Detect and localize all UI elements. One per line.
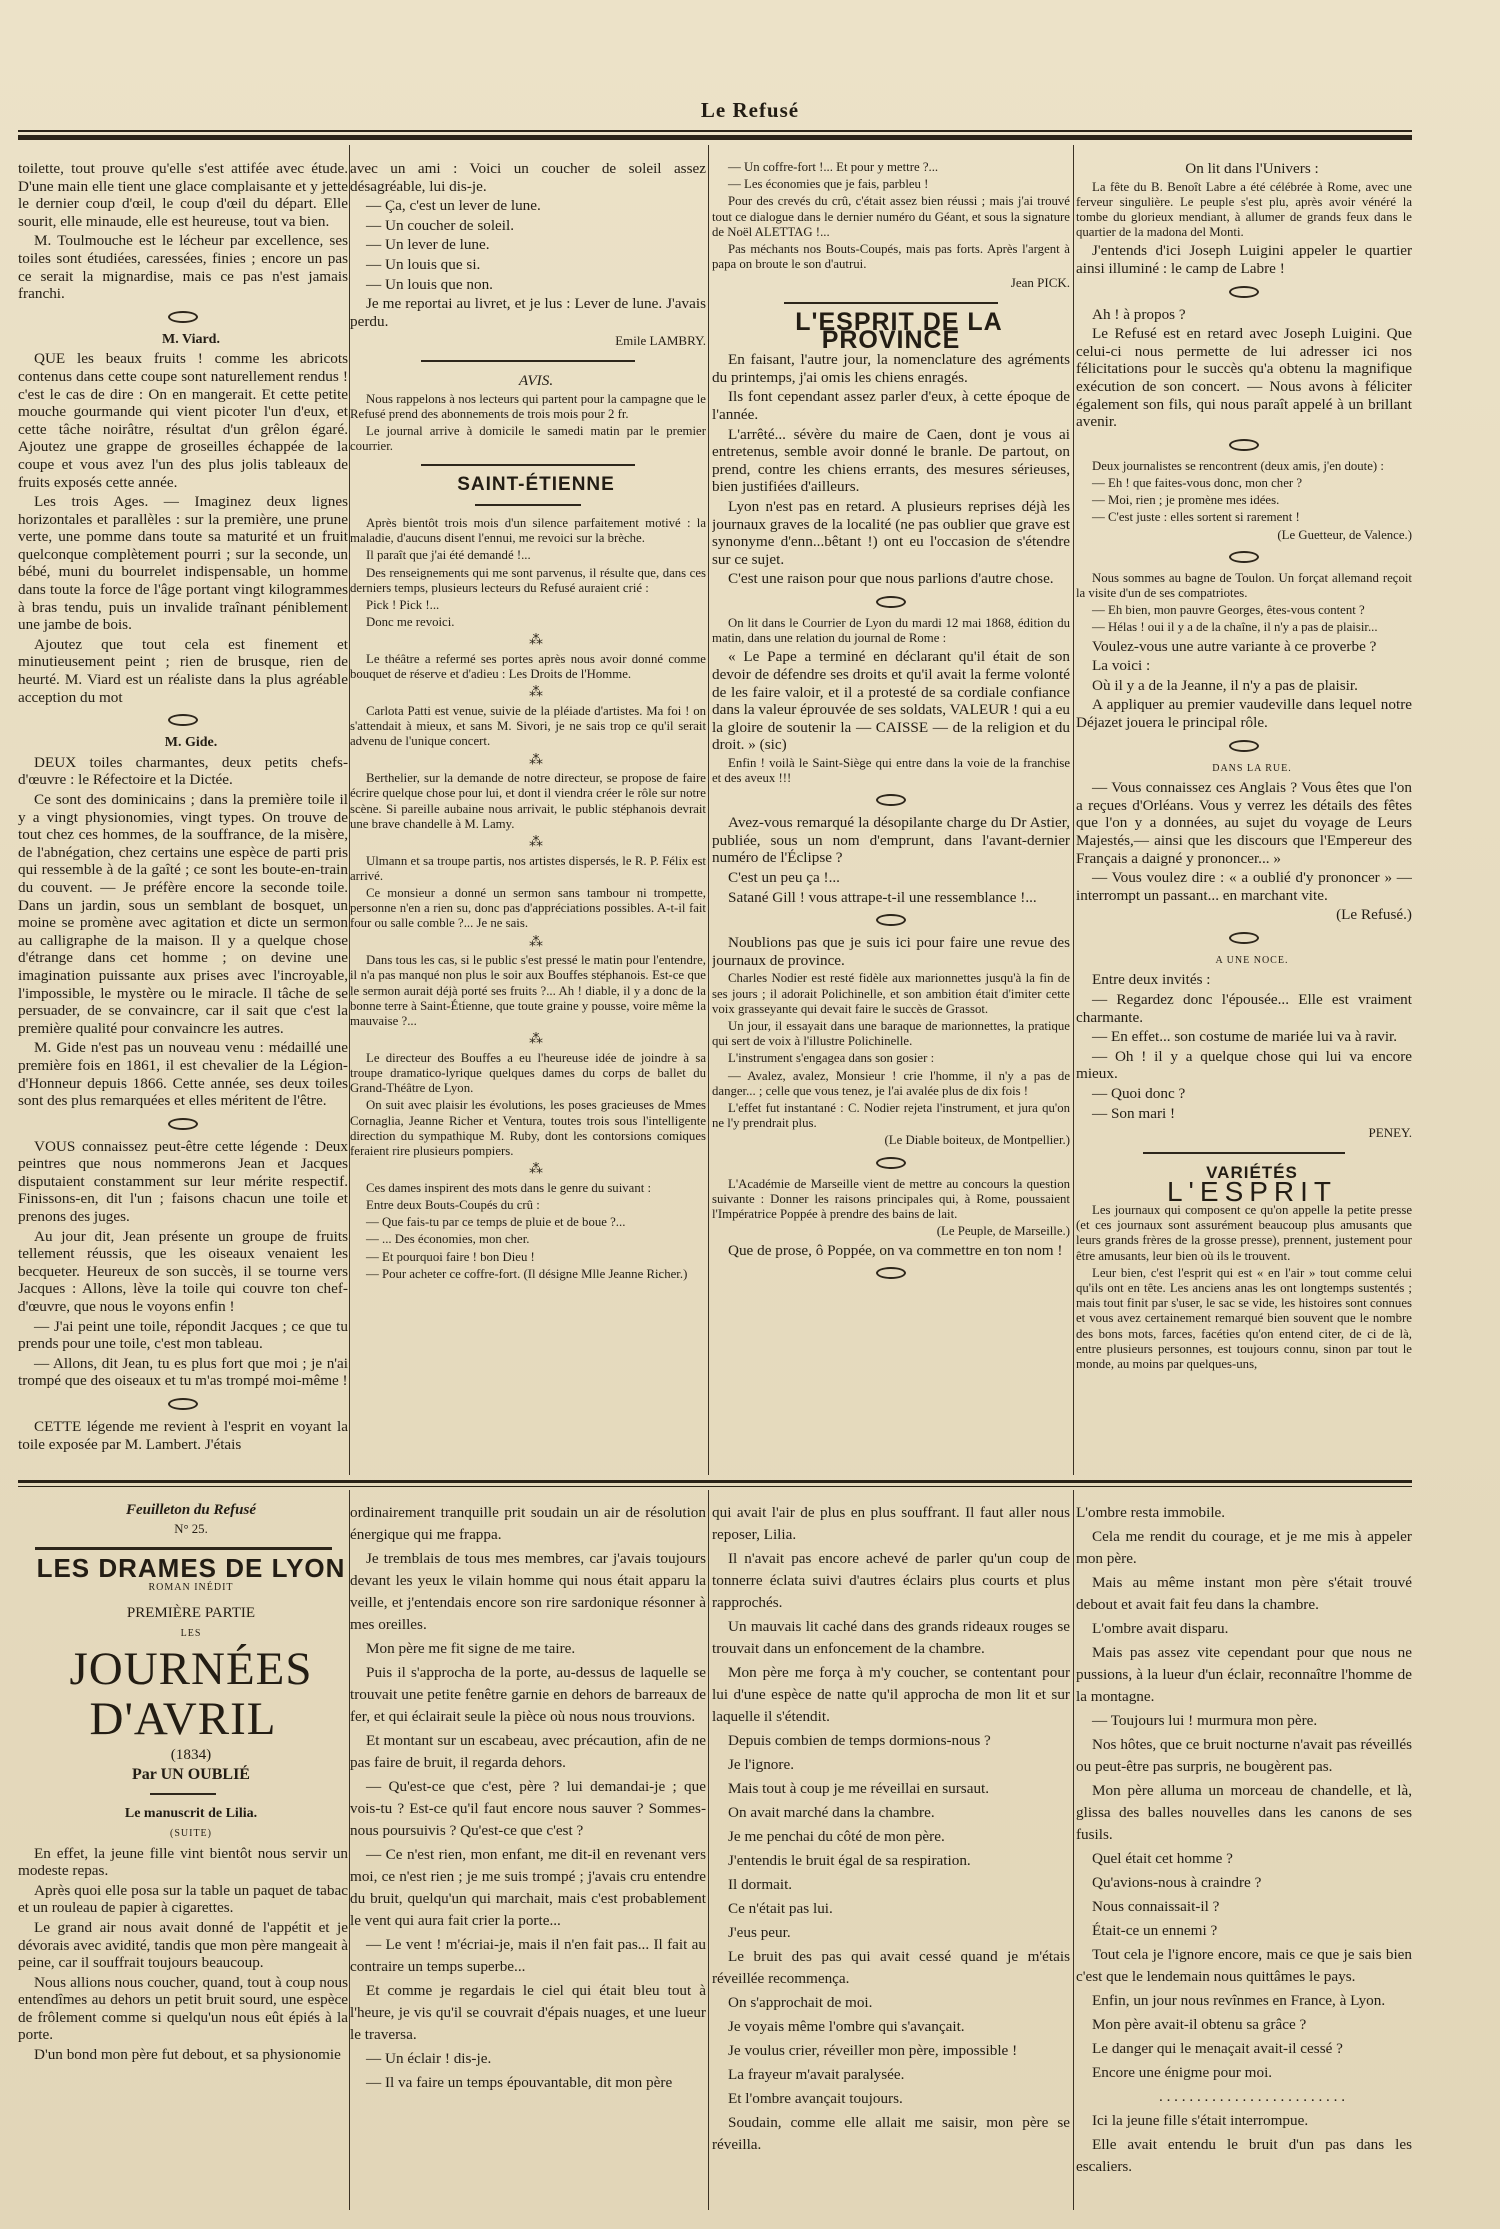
dialogue-line: — Un coffre-fort !... Et pour y mettre ?...: [728, 160, 939, 174]
masthead-title: Le Refusé: [700, 98, 800, 122]
paragraph: La frayeur m'avait paralysée.: [728, 2066, 905, 2083]
paragraph: Charles Nodier est resté fidèle aux marionnettes jusqu'à la fin de ses jours ; il adorait Polichinelle, et son ambition était d'imiter cette voix grasseyante qui devait faire le succès de Grassot.: [712, 971, 1070, 1016]
paragraph: Soudain, comme elle allait me saisir, mon père se réveilla.: [712, 2114, 1070, 2153]
paragraph: Mais tout à coup je me réveillai en sursaut.: [728, 1780, 990, 1797]
paragraph: Mon père avait-il obtenu sa grâce ?: [1092, 2016, 1307, 2033]
novel-author: Par UN OUBLIÉ: [132, 1765, 250, 1783]
paragraph: On lit dans l'Univers :: [1185, 160, 1319, 177]
paragraph: Un mauvais lit caché dans des grands rideaux rouges se trouvait dans un enfoncement de la chambre.: [712, 1618, 1070, 1657]
paragraph: Mon père me força à m'y coucher, se contentant pour lui d'une espèce de natte qu'il approcha de mon lit et sur laquelle il s'étendit.: [712, 1664, 1070, 1725]
paragraph: Mais pas assez vite cependant pour que nous ne pussions, à la lueur d'un éclair, reconnaître l'homme de la montagne.: [1076, 1644, 1412, 1705]
section-heading: DANS LA RUE.: [1212, 762, 1292, 774]
novel-part: PREMIÈRE PARTIE: [126, 1604, 256, 1621]
paragraph: Enfin ! voilà le Saint-Siège qui entre dans la voie de la franchise et des aveux !!!: [712, 755, 1070, 786]
dialogue-line: — Les économies que je fais, parbleu !: [728, 177, 929, 192]
paragraph: — Il va faire un temps épouvantable, dit mon père: [366, 2074, 673, 2091]
paragraph: Lyon n'est pas en retard. A plusieurs reprises déjà les journaux graves de la localité (ne pas oublier que grave est synonyme d'enn...bêtant !) ont eu l'occasion de s'étendre sur ce sujet.: [712, 497, 1070, 568]
paragraph: Nous allions nous coucher, quand, tout à coup nous entendîmes au dehors un petit bruit sourd, une espèce de frôlement comme si quelqu'un nous eût épiés à la porte.: [18, 1973, 348, 2044]
paragraph: Ah ! à propos ?: [1092, 305, 1186, 323]
paragraph: « Le Pape a terminé en déclarant qu'il était de son devoir de défendre ses droits et qu'il avait la ferme volonté de les faire valoir, et il a protesté de sa cordiale confiance dans la valeur éprouvée de ses soldats, VALEUR ! qui a eu la gloire de soutenir la — CAISSE — de la religion et du droit. » (sic): [712, 648, 1070, 754]
paragraph: — J'ai peint une toile, répondit Jacques ; ce que tu prends pour une toile, c'est mon tableau.: [18, 1317, 348, 1353]
ellipsis-line: . . . . . . . . . . . . . . . . . . . . . . . . .: [1158, 2088, 1346, 2105]
paragraph: En faisant, l'autre jour, la nomenclature des agréments du printemps, j'ai omis les chiens enragés.: [712, 351, 1070, 386]
asterism-icon: ⁂: [529, 685, 543, 701]
paragraph: Était-ce un ennemi ?: [1092, 1922, 1218, 1939]
dialogue-line: — Moi, rien ; je promène mes idées.: [1092, 493, 1280, 508]
section-heading: A UNE NOCE.: [1215, 954, 1289, 966]
novel-les: LES: [180, 1627, 202, 1639]
column-rule: [708, 145, 709, 1475]
paragraph: Je tremblais de tous mes membres, car j'avais toujours devant les yeux le vilain homme qui nous était apparu la veille, et j'entendais encore son rire sardonique résonner à mes oreilles.: [350, 1550, 706, 1633]
paragraph: Nos hôtes, que ce bruit nocturne n'avait pas réveillés ou peut-être pas surpris, ne bougèrent pas.: [1076, 1736, 1412, 1775]
paragraph: Ici la jeune fille s'était interrompue.: [1092, 2112, 1309, 2129]
ornament-icon: [876, 914, 906, 926]
divider: [421, 464, 635, 466]
paragraph: Pour des crevés du crû, c'était assez bien réussi ; mais j'ai trouvé tout ce dialogue dans le dernier numéro du Géant, et sous la signature de Noël ALETTAG !...: [712, 194, 1070, 239]
ornament-icon: [168, 311, 198, 323]
paragraph: A appliquer au premier vaudeville dans lequel notre Déjazet jouera le principal rôle.: [1076, 696, 1412, 731]
paragraph: On suit avec plaisir les évolutions, les poses gracieuses de Mmes Cornaglia, Jeanne Richer et Ventura, toutes trois sous l'intelligente direction du sympathique M. Ruby, dont les contorsions comiques feraient rire plusieurs pompiers.: [350, 1098, 706, 1158]
ornament-icon: [1229, 932, 1259, 944]
paragraph: Le journal arrive à domicile le samedi matin par le premier courrier.: [350, 423, 706, 454]
masthead-thick-rule: [18, 135, 1412, 140]
notice-heading: AVIS.: [518, 371, 554, 389]
paragraph: Donc me revoici.: [366, 615, 455, 630]
novel-year: (1834): [170, 1746, 212, 1764]
paragraph: Enfin, un jour nous revînmes en France, à Lyon.: [1092, 1992, 1386, 2009]
paragraph: On avait marché dans la chambre.: [728, 1804, 935, 1821]
chapter-suite: (SUITE): [170, 1827, 212, 1839]
paragraph: Ils font cependant assez parler d'eux, à cette époque de l'année.: [712, 388, 1070, 423]
paragraph: On lit dans le Courrier de Lyon du mardi 12 mai 1868, édition du matin, dans une relation du journal de Rome :: [712, 615, 1070, 646]
source-citation: (Le Refusé.): [1336, 906, 1412, 924]
ornament-icon: [1229, 439, 1259, 451]
dialogue-line: — ... Des économies, mon cher.: [366, 1232, 530, 1247]
paragraph: ordinairement tranquille prit soudain un air de résolution énergique qui me frappa.: [350, 1504, 706, 1543]
paragraph: Et montant sur un escabeau, avec précaution, afin de ne pas faire de bruit, il regarda dehors.: [350, 1732, 706, 1771]
column-rule: [1073, 145, 1074, 1475]
paragraph: C'est une raison pour que nous parlions d'autre chose.: [728, 570, 1054, 588]
paragraph: Puis il s'approcha de la porte, au-dessus de laquelle se trouvait une petite fenêtre garnie en dehors de barreaux de fer, et qui éclairait seule la pièce où nous nous trouvions.: [350, 1664, 706, 1725]
column-4: [1076, 160, 1412, 1470]
paragraph: Depuis combien de temps dormions-nous ?: [728, 1732, 991, 1749]
ornament-icon: [876, 1267, 906, 1279]
paragraph: Ulmann et sa troupe partis, nos artistes dispersés, le R. P. Félix est arrivé.: [350, 853, 706, 883]
paragraph: La fête du B. Benoît Labre a été célébrée à Rome, avec une ferveur singulière. Le peuple s'est plu, après avoir vénéré la tombe du glorieux mendiant, à allumer de grands feux dans le quartier de la madona del Monti.: [1076, 179, 1412, 240]
paragraph: J'entendis le bruit égal de sa respiration.: [728, 1852, 971, 1869]
paragraph: C'est un peu ça !...: [728, 869, 840, 887]
asterism-icon: ⁂: [529, 752, 543, 768]
paragraph: Il n'avait pas encore achevé de parler qu'un coup de tonnerre éclata suivi d'autres éclairs plus courts et plus rapprochés.: [712, 1550, 1070, 1611]
paragraph: L'ombre resta immobile.: [1076, 1504, 1226, 1521]
paragraph: Et l'ombre avançait toujours.: [728, 2090, 903, 2107]
signature: PENEY.: [1368, 1125, 1412, 1141]
ornament-icon: [1229, 551, 1259, 563]
paragraph: Nous rappelons à nos lecteurs qui partent pour la campagne que le Refusé prend des abonnements de trois mois pour 2 fr.: [350, 391, 706, 421]
column-1: [18, 160, 348, 1470]
paragraph: Leur bien, c'est l'esprit qui est « en l'air » tout comme celui qu'ils ont en tête. Les anciens anas les ont longtemps sustentés ; mais tout finit par s'user, le sac se vide, les histoires sont connues et vous avez certainement remarqué bien souvent que le nombre des bons mots, farces, facéties qu'on entend citer, de ci de là, entre plusieurs personnes, est toujours connu, sinon par tout le monde, au moins par quelques-uns,: [1076, 1265, 1412, 1372]
divider: [784, 302, 999, 304]
paragraph: Les journaux qui composent ce qu'on appelle la petite presse (et ces journaux sont assurément beaucoup plus amusants que leurs grands frères de la grosse presse), prennent, justement pour être amusants, leur bien où ils le trouvent.: [1076, 1203, 1412, 1263]
dialogue-line: — Quoi donc ?: [1092, 1085, 1186, 1103]
paragraph: Mon père alluma un morceau de chandelle, et là, glissa des balles nouvelles dans les canons de ses fusils.: [1076, 1782, 1412, 1843]
paragraph: Entre deux Bouts-Coupés du crû :: [366, 1198, 540, 1212]
paragraph: Le théâtre a refermé ses portes après nous avoir donné comme bouquet de réserve et d'adieu : Les Droits de l'Homme.: [350, 651, 706, 682]
paragraph: Voulez-vous une autre variante à ce proverbe ?: [1092, 637, 1377, 655]
chapter-heading: Le manuscrit de Lilia.: [124, 1806, 258, 1822]
paragraph: — Allons, dit Jean, tu es plus fort que moi ; je n'ai trompé que des oiseaux et tu m'as trompé moi-même !: [18, 1354, 348, 1390]
dialogue-line: — Un coucher de soleil.: [366, 216, 515, 234]
dialogue-line: — Eh ! que faites-vous donc, mon cher ?: [1092, 475, 1303, 490]
ornament-icon: [1229, 286, 1259, 298]
signature: Emile LAMBRY.: [615, 333, 706, 349]
dialogue-line: — Hélas ! oui il y a de la chaîne, il n'y a pas de plaisir...: [1092, 620, 1378, 635]
paragraph: Au jour dit, Jean présente un groupe de fruits tellement réussis, que les oiseaux venaient les becqueter. Heureux de son succès, il se tourne vers Jacques : Allons, lève la toile qui couvre ton chef-d'œuvre, que nous le voyons enfin !: [18, 1227, 348, 1316]
dialogue-line: — Pour acheter ce coffre-fort. (Il désigne Mlle Jeanne Richer.): [366, 1266, 688, 1281]
paragraph: — Un éclair ! dis-je.: [366, 2050, 492, 2067]
dialogue-line: — Un louis que si.: [366, 255, 481, 273]
paragraph: L'ombre avait disparu.: [1092, 1620, 1229, 1637]
paragraph: — Le vent ! m'écriai-je, mais il n'en fait pas... Il fait au contraire un temps superbe...: [350, 1936, 706, 1975]
feuilleton-rule: [18, 1480, 1412, 1483]
paragraph: Nous sommes au bagne de Toulon. Un forçat allemand reçoit la visite d'un de ses compatriotes.: [1076, 570, 1412, 600]
column-rule: [1073, 1490, 1074, 2210]
feuilleton-number: N° 25.: [174, 1521, 208, 1536]
paragraph: Il dormait.: [728, 1876, 793, 1893]
paragraph: Carlota Patti est venue, suivie de la pléiade d'artistes. Ma foi ! on s'attendait à mieux, et sans M. Sivori, je ne sais trop ce qu'il serait advenu de l'unique concert.: [350, 703, 706, 749]
source-citation: (Le Peuple, de Marseille.): [936, 1224, 1070, 1239]
paragraph: Mais au même instant mon père s'était trouvé debout et avait fait feu dans la chambre.: [1076, 1574, 1412, 1613]
paragraph: Il paraît que j'ai été demandé !...: [366, 548, 531, 563]
paragraph: Mon père me fit signe de me taire.: [366, 1640, 576, 1657]
paragraph: La voici :: [1092, 657, 1151, 675]
paragraph: — Ce n'est rien, mon enfant, me dit-il en revenant vers moi, ce n'est rien ; je me suis trompé ; j'avais cru entendre du bruit, quelqu'un qui marchait, mais c'est probablement le vent qui aura fait crier la porte...: [350, 1846, 706, 1929]
paragraph: Un jour, il essayait dans une baraque de marionnettes, la pratique qui sert de voix à l'illustre Polichinelle.: [712, 1019, 1070, 1049]
asterism-icon: ⁂: [529, 1032, 543, 1048]
dialogue-line: — Eh bien, mon pauvre Georges, êtes-vous content ?: [1092, 603, 1365, 618]
feuilleton-column-4: [1076, 1502, 1412, 2202]
ornament-icon: [168, 1118, 198, 1130]
paragraph: Je voyais même l'ombre qui s'avançait.: [728, 2018, 965, 2035]
paragraph: M. Gide n'est pas un nouveau venu : médaillé une première fois en 1861, il est chevalier de la Légion-d'Honneur depuis 1866. Cette année, ses deux toiles sont des plus remarquées et elles méritent de l'être.: [18, 1039, 348, 1110]
dialogue-line: — Son mari !: [1092, 1104, 1176, 1122]
ornament-icon: [168, 714, 198, 726]
ornament-icon: [876, 1157, 906, 1169]
section-heading: M. Gide.: [164, 735, 218, 751]
column-3: [712, 160, 1070, 1470]
paragraph: Pas méchants nos Bouts-Coupés, mais pas forts. Après l'argent à papa on broute le son d'autrui.: [712, 242, 1070, 272]
paragraph: Des renseignements qui me sont parvenus, il résulte que, dans ces derniers temps, plusieurs lecteurs du Refusé auraient crié :: [350, 565, 706, 595]
paragraph: Le danger qui le menaçait avait-il cessé ?: [1092, 2040, 1343, 2057]
paragraph: Où il y a de la Jeanne, il n'y a pas de plaisir.: [1092, 676, 1358, 694]
divider: [1143, 1152, 1345, 1154]
paragraph: Je l'ignore.: [728, 1756, 795, 1773]
section-heading: VARIÉTÉS: [1206, 1162, 1298, 1182]
paragraph: Elle avait entendu le bruit d'un pas dans les escaliers.: [1076, 2136, 1412, 2175]
asterism-icon: ⁂: [529, 934, 543, 950]
paragraph: J'entends d'ici Joseph Luigini appeler le quartier ainsi illuminé : le camp de Labre !: [1076, 242, 1412, 277]
paragraph: Noublions pas que je suis ici pour faire une revue des journaux de province.: [712, 934, 1070, 969]
divider: [35, 1547, 332, 1550]
novel-big-title: JOURNÉES D'AVRIL: [69, 1643, 313, 1746]
masthead-rule: [18, 130, 1412, 132]
paragraph: Entre deux invités :: [1092, 971, 1211, 989]
paragraph: Cela me rendit du courage, et je me mis à appeler mon père.: [1076, 1528, 1412, 1567]
dialogue-line: — En effet... son costume de mariée lui va à ravir.: [1092, 1028, 1398, 1046]
ornament-icon: [876, 596, 906, 608]
column-2: [350, 160, 706, 1470]
feuilleton-column-3: [712, 1502, 1070, 2202]
novel-subtitle: ROMAN INÉDIT: [148, 1582, 234, 1594]
paragraph: Tout cela je l'ignore encore, mais ce que je sais bien c'est que le lendemain nous quittâmes le pays.: [1076, 1946, 1412, 1985]
asterism-icon: ⁂: [529, 834, 543, 850]
dialogue-line: — Regardez donc l'épousée... Elle est vraiment charmante.: [1076, 991, 1412, 1026]
dialogue-line: — Ça, c'est un lever de lune.: [366, 197, 541, 215]
paragraph: On s'approchait de moi.: [728, 1994, 873, 2011]
section-heading: M. Viard.: [162, 331, 220, 347]
paragraph: Je me penchai du côté de mon père.: [728, 1828, 945, 1845]
paragraph: Nous connaissait-il ?: [1092, 1898, 1220, 1915]
paragraph: Dans tous les cas, si le public s'est pressé le matin pour l'entendre, il n'a pas manqué non plus le soir aux Bouffes stéphanois. Est-ce que le sermon aurait déjà porté ses fruits ?... Ah ! diable, il y a donc de la bonne terre à Saint-Étienne, que toute graine y pousse, voire même la mauvaise ?...: [350, 953, 706, 1028]
paragraph: Pick ! Pick !...: [366, 597, 440, 612]
paragraph: Les trois Ages. — Imaginez deux lignes horizontales et parallèles : sur la première, une prune verte, une pomme dans toute sa maturité et un fruit quelconque complètement pourri ; sur la seconde, un bébé, muni du bourrelet indispensable, un homme dans toute la force de l'âge portant vingt kilogrammes à bras tendu, puis un invalide traînant péniblement une jambe de bois.: [18, 493, 348, 634]
source-citation: (Le Guetteur, de Valence.): [1277, 527, 1412, 542]
paragraph: Ces dames inspirent des mots dans le genre du suivant :: [366, 1180, 652, 1195]
column-rule: [708, 1490, 709, 2210]
paragraph: D'un bond mon père fut debout, et sa physionomie: [34, 2046, 341, 2064]
paragraph: Ce sont des dominicains ; dans la première toile il y a vingt physionomies, vingt types. On trouve de tout chez ces hommes, de la souffrance, de la misère, de l'abnégation, chez certains une espèce de parti pris qui ressemble à de la gaîté ; ce sont les boute-en-train du couvent. — Je préfère encore la seconde toile. Dans un jardin, sous un semblant de bosquet, un moine se promène avec agitation et dicte un sermon au calligraphe de la maison. Il y a quelque chose d'étrange dans cet homme ; on devine une imagination puissante aux prises avec l'incroyable, l'impossible, le mystère ou le miracle. Il tâche de se persuader, de se convaincre, car il sait que c'est la première qualité pour convaincre les autres.: [18, 791, 348, 1037]
paragraph: Après quoi elle posa sur la table un paquet de tabac et un rouleau de papier à cigarettes.: [18, 1881, 348, 1917]
divider: [421, 360, 635, 362]
ornament-icon: [1229, 740, 1259, 752]
paragraph: Le directeur des Bouffes a eu l'heureuse idée de joindre à sa troupe dramatico-lyrique quelques dames du corps de ballet du Grand-Théâtre de Lyon.: [350, 1050, 706, 1096]
dialogue-line: — Que fais-tu par ce temps de pluie et de boue ?...: [366, 1215, 626, 1230]
paragraph: Ce monsieur a donné un sermon sans tambour ni trompette, personne n'en a rien su, donc pas d'appréciations possibles. A-t-il fait four ou salle comble ?... Je ne sais.: [350, 885, 706, 931]
feuilleton-label: Feuilleton du Refusé: [125, 1502, 256, 1518]
section-heading: SAINT-ÉTIENNE: [457, 474, 615, 496]
source-citation: (Le Diable boiteux, de Montpellier.): [884, 1133, 1070, 1148]
paragraph: Satané Gill ! vous attrape-t-il une ressemblance !...: [728, 888, 1037, 906]
section-heading: L'ESPRIT DE LA PROVINCE: [795, 308, 1003, 354]
paragraph: — Qu'est-ce que c'est, père ? lui demandai-je ; que vois-tu ? Est-ce qu'il faut encore nous sauver ? Sommes-nous poursuivis ? Qu'est-ce que c'est ?: [350, 1778, 706, 1839]
paragraph: L'arrêté... sévère du maire de Caen, dont je vous ai entretenus, semble avoir donné le branle. De partout, on prend, contre les chiens errants, des mesures sérieuses, bien justifiées d'ailleurs.: [712, 425, 1070, 496]
section-heading: L'ESPRIT: [1166, 1176, 1338, 1208]
paragraph: Le Refusé est en retard avec Joseph Luigini. Que celui-ci nous permette de lui adresser ici nos félicitations pour le succès qu'a obtenu la magnifique exécution de son concert. — Nous avons à féliciter également son fils, qui nous paraît appelé à un brillant avenir.: [1076, 325, 1412, 431]
paragraph: L'Académie de Marseille vient de mettre au concours la question suivante : Donner les raisons principales qui, à Rome, poussaient l'Impératrice Poppée à prendre des bains de lait.: [712, 1176, 1070, 1222]
paragraph: Et comme je regardais le ciel qui était bleu tout à l'heure, je vis qu'il se couvrait d'épais nuages, et une lueur le traversa.: [350, 1982, 706, 2043]
paragraph: Avez-vous remarqué la désopilante charge du Dr Astier, publiée, sous un nom d'emprunt, dans l'avant-dernier numéro de l'Éclipse ?: [712, 814, 1070, 867]
paragraph: Après bientôt trois mois d'un silence parfaitement motivé : la maladie, d'aucuns disent l'ennui, me revoici sur la brèche.: [350, 515, 706, 546]
novel-title: LES DRAMES DE LYON: [36, 1552, 346, 1583]
paragraph: Encore une énigme pour moi.: [1092, 2064, 1273, 2081]
paragraph: Je me reportai au livret, et je lus : Lever de lune. J'avais perdu.: [350, 295, 706, 330]
paragraph: J'eus peur.: [728, 1924, 791, 1941]
paragraph: Qu'avions-nous à craindre ?: [1092, 1874, 1262, 1891]
paragraph: Deux journalistes se rencontrent (deux amis, j'en doute) :: [1092, 458, 1384, 473]
paragraph: — Vous connaissez ces Anglais ? Vous êtes que l'on a reçues d'Orléans. Vous y verrez les détails des fêtes que l'on y a données, au sujet du voyage de Leurs Majestés,— ainsi que les discours que l'Empereur des Français a daigné y prononcer... »: [1076, 779, 1412, 867]
paragraph: QUE les beaux fruits ! comme les abricots contenus dans cette coupe sont naturellement rendus ! c'est le cas de dire : On en mangerait. Et cette petite mouche gourmande qui vient picoter l'un d'eux, et cette tâche noirâtre, résultat d'un grêlon égaré. Ajoutez une grappe de groseilles échappée de la coupe et vous avez l'un des plus jolis tableaux de fruits exposés cette année.: [18, 350, 348, 491]
dialogue-line: — Un louis que non.: [366, 275, 493, 293]
divider: [475, 504, 582, 506]
asterism-icon: ⁂: [529, 633, 543, 649]
dialogue-line: — Avalez, avalez, Monsieur ! crie l'homme, il n'y a pas de danger... ; celle que vous tenez, je l'ai avalée plus de dix fois !: [712, 1068, 1070, 1098]
asterism-icon: ⁂: [529, 1162, 543, 1178]
paragraph: — Vous voulez dire : « a oublié d'y prononcer » — interrompt un passant... en marchant vite.: [1076, 869, 1412, 904]
paragraph: M. Toulmouche est le lécheur par excellence, ses toiles sont étudiées, caressées, finies ; encore un pas ce serait la mignardise, mais ce pas n'est jamais franchi.: [18, 232, 348, 303]
paragraph: L'effet fut instantané : C. Nodier rejeta l'instrument, et jura qu'on ne l'y prendrait plus.: [712, 1101, 1070, 1131]
dialogue-line: — C'est juste : elles sortent si rarement !: [1092, 510, 1300, 525]
paragraph: Ajoutez que tout cela est finement et minutieusement peint ; rien de brusque, rien de heurté. M. Viard est un réaliste dans la plus agréable acception du mot: [18, 635, 348, 706]
paragraph: avec un ami : Voici un coucher de soleil assez désagréable, lui dis-je.: [350, 160, 706, 195]
paragraph: Le grand air nous avait donné de l'appétit et je dévorais avec avidité, tandis que mon père mangeait à peine, car il souffrait toujours beaucoup.: [18, 1918, 348, 1972]
paragraph: DEUX toiles charmantes, deux petits chefs-d'œuvre : le Réfectoire et la Dictée.: [18, 753, 348, 789]
paragraph: L'instrument s'engagea dans son gosier :: [728, 1051, 935, 1066]
paragraph: Ce n'était pas lui.: [728, 1900, 833, 1917]
paragraph: VOUS connaissez peut-être cette légende : Deux peintres que nous nommerons Jean et Jacques disputaient constamment sur leur mérite respectif. Finissons-en, dit l'un ; faisons chacun une toile et prenons des juges.: [18, 1137, 348, 1226]
paragraph: En effet, la jeune fille vint bientôt nous servir un modeste repas.: [18, 1844, 348, 1880]
divider: [150, 1793, 216, 1795]
feuilleton-column-1: [18, 1502, 348, 2202]
paragraph: toilette, tout prouve qu'elle s'est attifée avec étude. D'une main elle tient une glace complaisante et y jette le dernier coup d'œil, le coup d'œil du départ. Elle sourit, elle minaude, elle est heureuse, tout va bien.: [18, 160, 348, 230]
dialogue-line: — Et pourquoi faire ! bon Dieu !: [366, 1249, 535, 1264]
paragraph: — Toujours lui ! murmura mon père.: [1092, 1712, 1318, 1729]
paragraph: Que de prose, ô Poppée, on va commettre en ton nom !: [728, 1241, 1063, 1259]
feuilleton-column-2: [350, 1502, 706, 2202]
ornament-icon: [876, 794, 906, 806]
paragraph: qui avait l'air de plus en plus souffrant. Il faut aller nous reposer, Lilia.: [712, 1504, 1070, 1543]
paragraph: Quel était cet homme ?: [1092, 1850, 1233, 1867]
ornament-icon: [168, 1398, 198, 1410]
paragraph: CETTE légende me revient à l'esprit en voyant la toile exposée par M. Lambert. J'étais: [18, 1418, 348, 1453]
signature: Jean PICK.: [1010, 275, 1070, 291]
dialogue-line: — Oh ! il y a quelque chose qui lui va encore mieux.: [1076, 1047, 1412, 1083]
paragraph: Berthelier, sur la demande de notre directeur, se propose de faire écrire quelque chose pour lui, et dont il viendra créer le rôle sur notre scène. Si pareille aubaine nous arrivait, le public stéphanois devrait une brave chandelle à M. Lamy.: [350, 771, 706, 831]
paragraph: Le bruit des pas qui avait cessé quand je m'étais réveillée recommença.: [712, 1948, 1070, 1987]
dialogue-line: — Un lever de lune.: [366, 236, 490, 254]
feuilleton-rule-thin: [18, 1486, 1412, 1487]
paragraph: Je voulus crier, réveiller mon père, impossible !: [728, 2042, 1018, 2059]
